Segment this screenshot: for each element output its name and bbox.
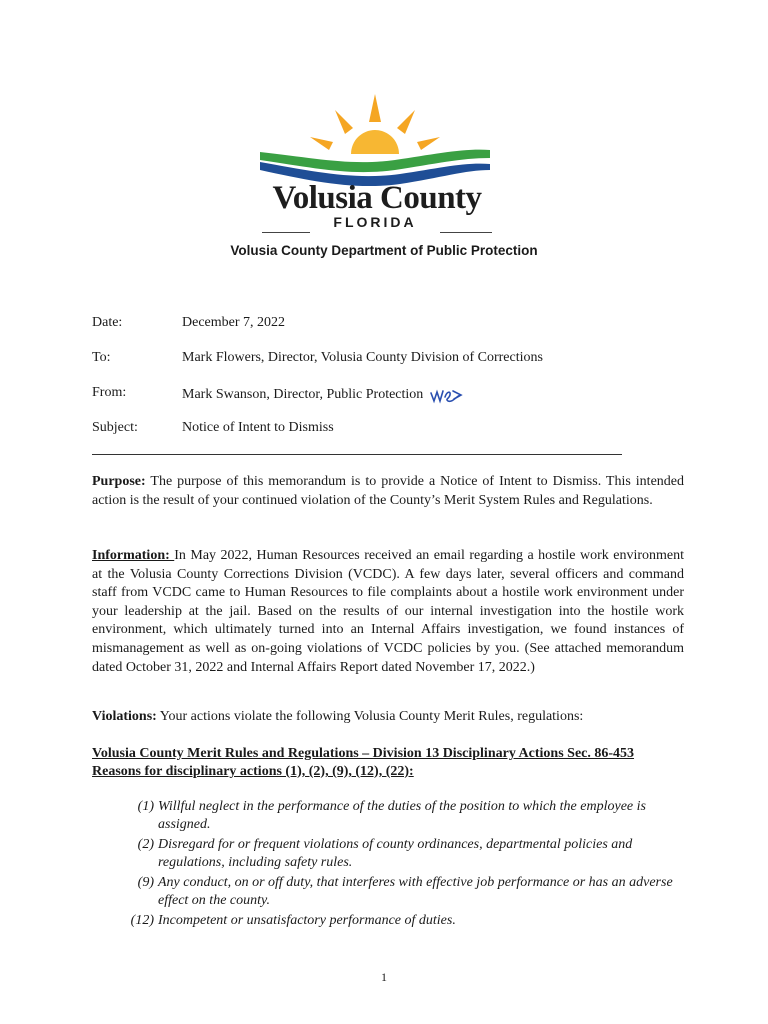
handwritten-initials [429,385,463,405]
from-value-wrap [182,385,463,405]
date-value: December 7, 2022 [182,315,286,330]
rule-text: Disregard for or frequent violations of county ordinances, departmental policies and regulations, including safety rules. [158,837,633,870]
rules-heading-line1: Volusia County Merit Rules and Regulations – Division 13 Disciplinary Actions Sec. 86-453 [92,746,635,761]
date-label: Date: [92,315,123,330]
rule-number: (2) [137,837,154,852]
rule-text: Any conduct, on or off duty, that interferes with effective job performance or has an adverse effect on the county. [158,875,673,908]
list-item [120,798,690,834]
rule-text: Willful neglect in the performance of the duties of the position to which the employee is assigned. [158,799,646,832]
purpose-text: The purpose of this memorandum is to provide a Notice of Intent to Dismiss. This intended action is the result of your continued violation of the County’s Merit System Rules and Regulations. [92,474,684,508]
rules-heading [92,745,692,781]
list-item [120,874,690,910]
rules-list [120,798,690,932]
header-divider [92,454,622,455]
page-number: 1 [381,970,387,984]
purpose-paragraph [92,473,684,510]
violations-label: Violations: [92,709,157,724]
information-label: Information: [92,548,175,563]
from-label: From: [92,385,127,400]
rule-text: Incompetent or unsatisfactory performance of duties. [158,913,456,928]
to-label: To: [92,350,111,365]
rule-number: (9) [137,875,154,890]
to-value: Mark Flowers, Director, Volusia County Division of Corrections [182,350,543,365]
from-value: Mark Swanson, Director, Public Protection [182,387,424,403]
list-item [120,912,690,930]
rule-number: (1) [137,799,154,814]
logo-rule-left [262,232,310,233]
rules-heading-line2: Reasons for disciplinary actions (1), (2), (9), (12), (22): [92,764,414,779]
logo-rule-right [440,232,492,233]
rule-number: (12) [130,913,154,928]
purpose-label: Purpose: [92,474,146,489]
logo-subtitle: FLORIDA [333,214,417,230]
list-item [120,836,690,872]
information-paragraph [92,547,684,677]
subject-label: Subject: [92,420,138,435]
logo-title: Volusia County [272,180,482,216]
subject-value: Notice of Intent to Dismiss [182,420,334,435]
information-text: In May 2022, Human Resources received an email regarding a hostile work environment at the Volusia County Corrections Division (VCDC). A few days later, several officers and command staff from VCDC came to Human Resources to file complaints about a hostile work environment under your leadership at the jail. Based on the results of our internal investigation into the hostile work environment, which ultimately turned into an Internal Affairs investigation, we found instances of mismanagement as well as on-going violations of VCDC policies by you. (See attached memorandum dated October 31, 2022 and Internal Affairs Report dated November 17, 2022.) [92,548,684,675]
department-name: Volusia County Department of Public Protection [230,243,538,258]
violations-paragraph [92,708,684,727]
violations-text: Your actions violate the following Volusia County Merit Rules, regulations: [156,709,584,724]
